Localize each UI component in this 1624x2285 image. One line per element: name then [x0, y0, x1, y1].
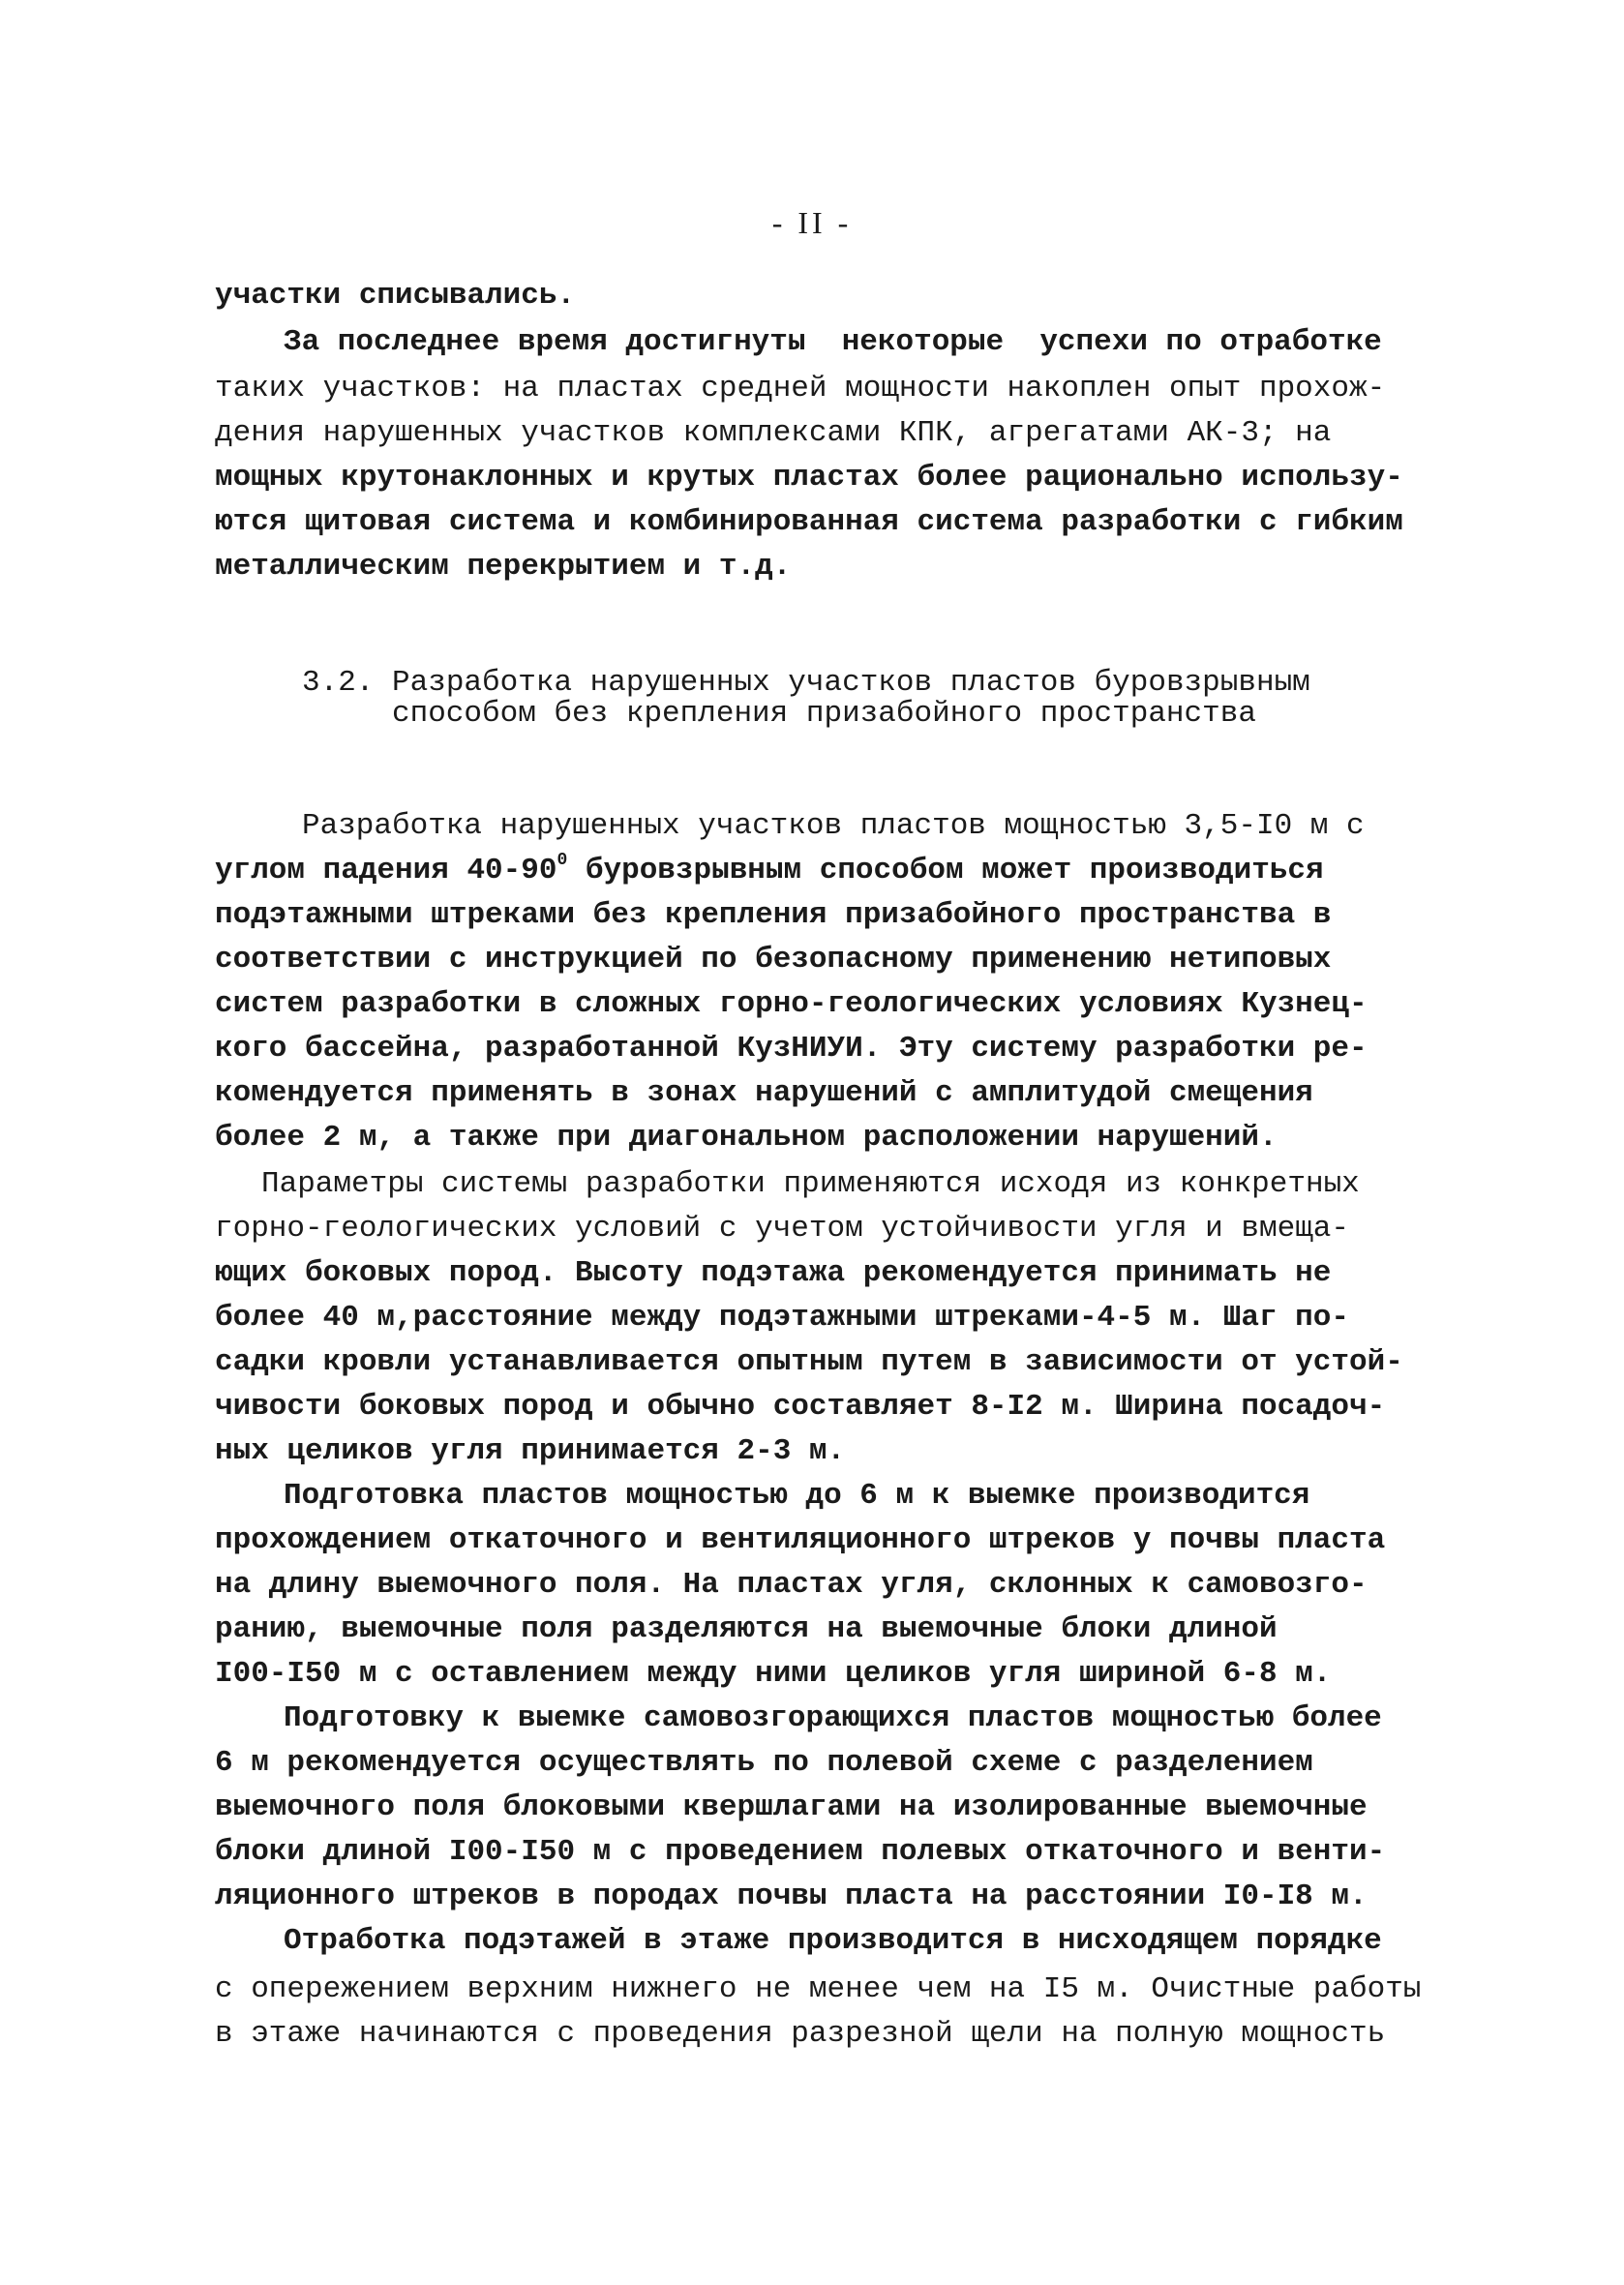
text-line: мощных крутонаклонных и крутых пластах более рационально использу- [215, 461, 1403, 495]
text-line: металлическим перекрытием и т.д. [215, 550, 792, 584]
text-line: комендуется применять в зонах нарушений с амплитудой смещения [215, 1076, 1313, 1110]
text-line: систем разработки в сложных горно-геологических условиях Кузнец- [215, 987, 1368, 1021]
text-fragment: буровзрывным способом может производиться [567, 854, 1324, 887]
page-number: - II - [771, 205, 853, 240]
text-line: в этаже начинаются с проведения разрезной щели на полную мощность [215, 2017, 1386, 2051]
text-line: 6 м рекомендуется осуществлять по полевой схеме с разделением [215, 1746, 1313, 1780]
text-line: садки кровли устанавливается опытным путем в зависимости от устой- [215, 1345, 1403, 1379]
text-line: более 40 м,расстояние между подэтажными штреками-4-5 м. Шаг по- [215, 1301, 1349, 1335]
text-line: прохождением откаточного и вентиляционного штреков у почвы пласта [215, 1523, 1386, 1557]
text-line: соответствии с инструкцией по безопасному применению нетиповых [215, 943, 1332, 977]
text-line: более 2 м, а также при диагональном расположении нарушений. [215, 1121, 1278, 1155]
text-line: чивости боковых пород и обычно составляет 8-I2 м. Ширина посадоч- [215, 1390, 1386, 1424]
text-line: подэтажными штреками без крепления призабойного пространства в [215, 898, 1332, 932]
text-line: ются щитовая система и комбинированная система разработки с гибким [215, 505, 1403, 539]
text-line [215, 852, 1324, 890]
text-line: За последнее время достигнуты некоторые успехи по отработке [284, 325, 1382, 359]
text-line: ных целиков угля принимается 2-3 м. [215, 1434, 846, 1468]
text-line: участки списывались. [215, 279, 576, 313]
text-line: таких участков: на пластах средней мощности накоплен опыт прохож- [215, 372, 1386, 406]
section-heading-line-2: способом без крепления призабойного пространства [392, 697, 1256, 731]
text-line: блоки длиной I00-I50 м с проведением полевых откаточного и венти- [215, 1835, 1386, 1869]
text-line: Разработка нарушенных участков пластов мощностью 3,5-I0 м с [302, 809, 1365, 843]
text-line: кого бассейна, разработанной КузНИУИ. Эту систему разработки ре- [215, 1032, 1368, 1066]
section-heading-line-1: 3.2. Разработка нарушенных участков пластов буровзрывным [302, 666, 1310, 700]
text-line: выемочного поля блоковыми квершлагами на изолированные выемочные [215, 1790, 1368, 1824]
text-line: с опережением верхним нижнего не менее чем на I5 м. Очистные работы [215, 1972, 1422, 2006]
text-line: ющих боковых пород. Высоту подэтажа рекомендуется принимать не [215, 1256, 1332, 1290]
text-fragment: углом падения 40-90 [215, 854, 557, 887]
text-line: ляционного штреков в породах почвы пласта на расстоянии I0-I8 м. [215, 1879, 1368, 1913]
text-line: горно-геологических условий с учетом устойчивости угля и вмеща- [215, 1212, 1349, 1246]
text-line: I00-I50 м с оставлением между ними целиков угля шириной 6-8 м. [215, 1657, 1332, 1691]
text-line: дения нарушенных участков комплексами КПК, агрегатами АК-3; на [215, 416, 1332, 450]
degree-superscript: 0 [556, 851, 568, 870]
text-line: ранию, выемочные поля разделяются на выемочные блоки длиной [215, 1612, 1278, 1646]
text-line: Параметры системы разработки применяются исходя из конкретных [261, 1167, 1360, 1201]
text-line: на длину выемочного поля. На пластах угля, склонных к самовозго- [215, 1568, 1368, 1602]
text-line: Подготовку к выемке самовозгорающихся пластов мощностью более [284, 1701, 1382, 1735]
text-line: Отработка подэтажей в этаже производится в нисходящем порядке [284, 1924, 1382, 1958]
text-line: Подготовка пластов мощностью до 6 м к выемке производится [284, 1479, 1310, 1513]
